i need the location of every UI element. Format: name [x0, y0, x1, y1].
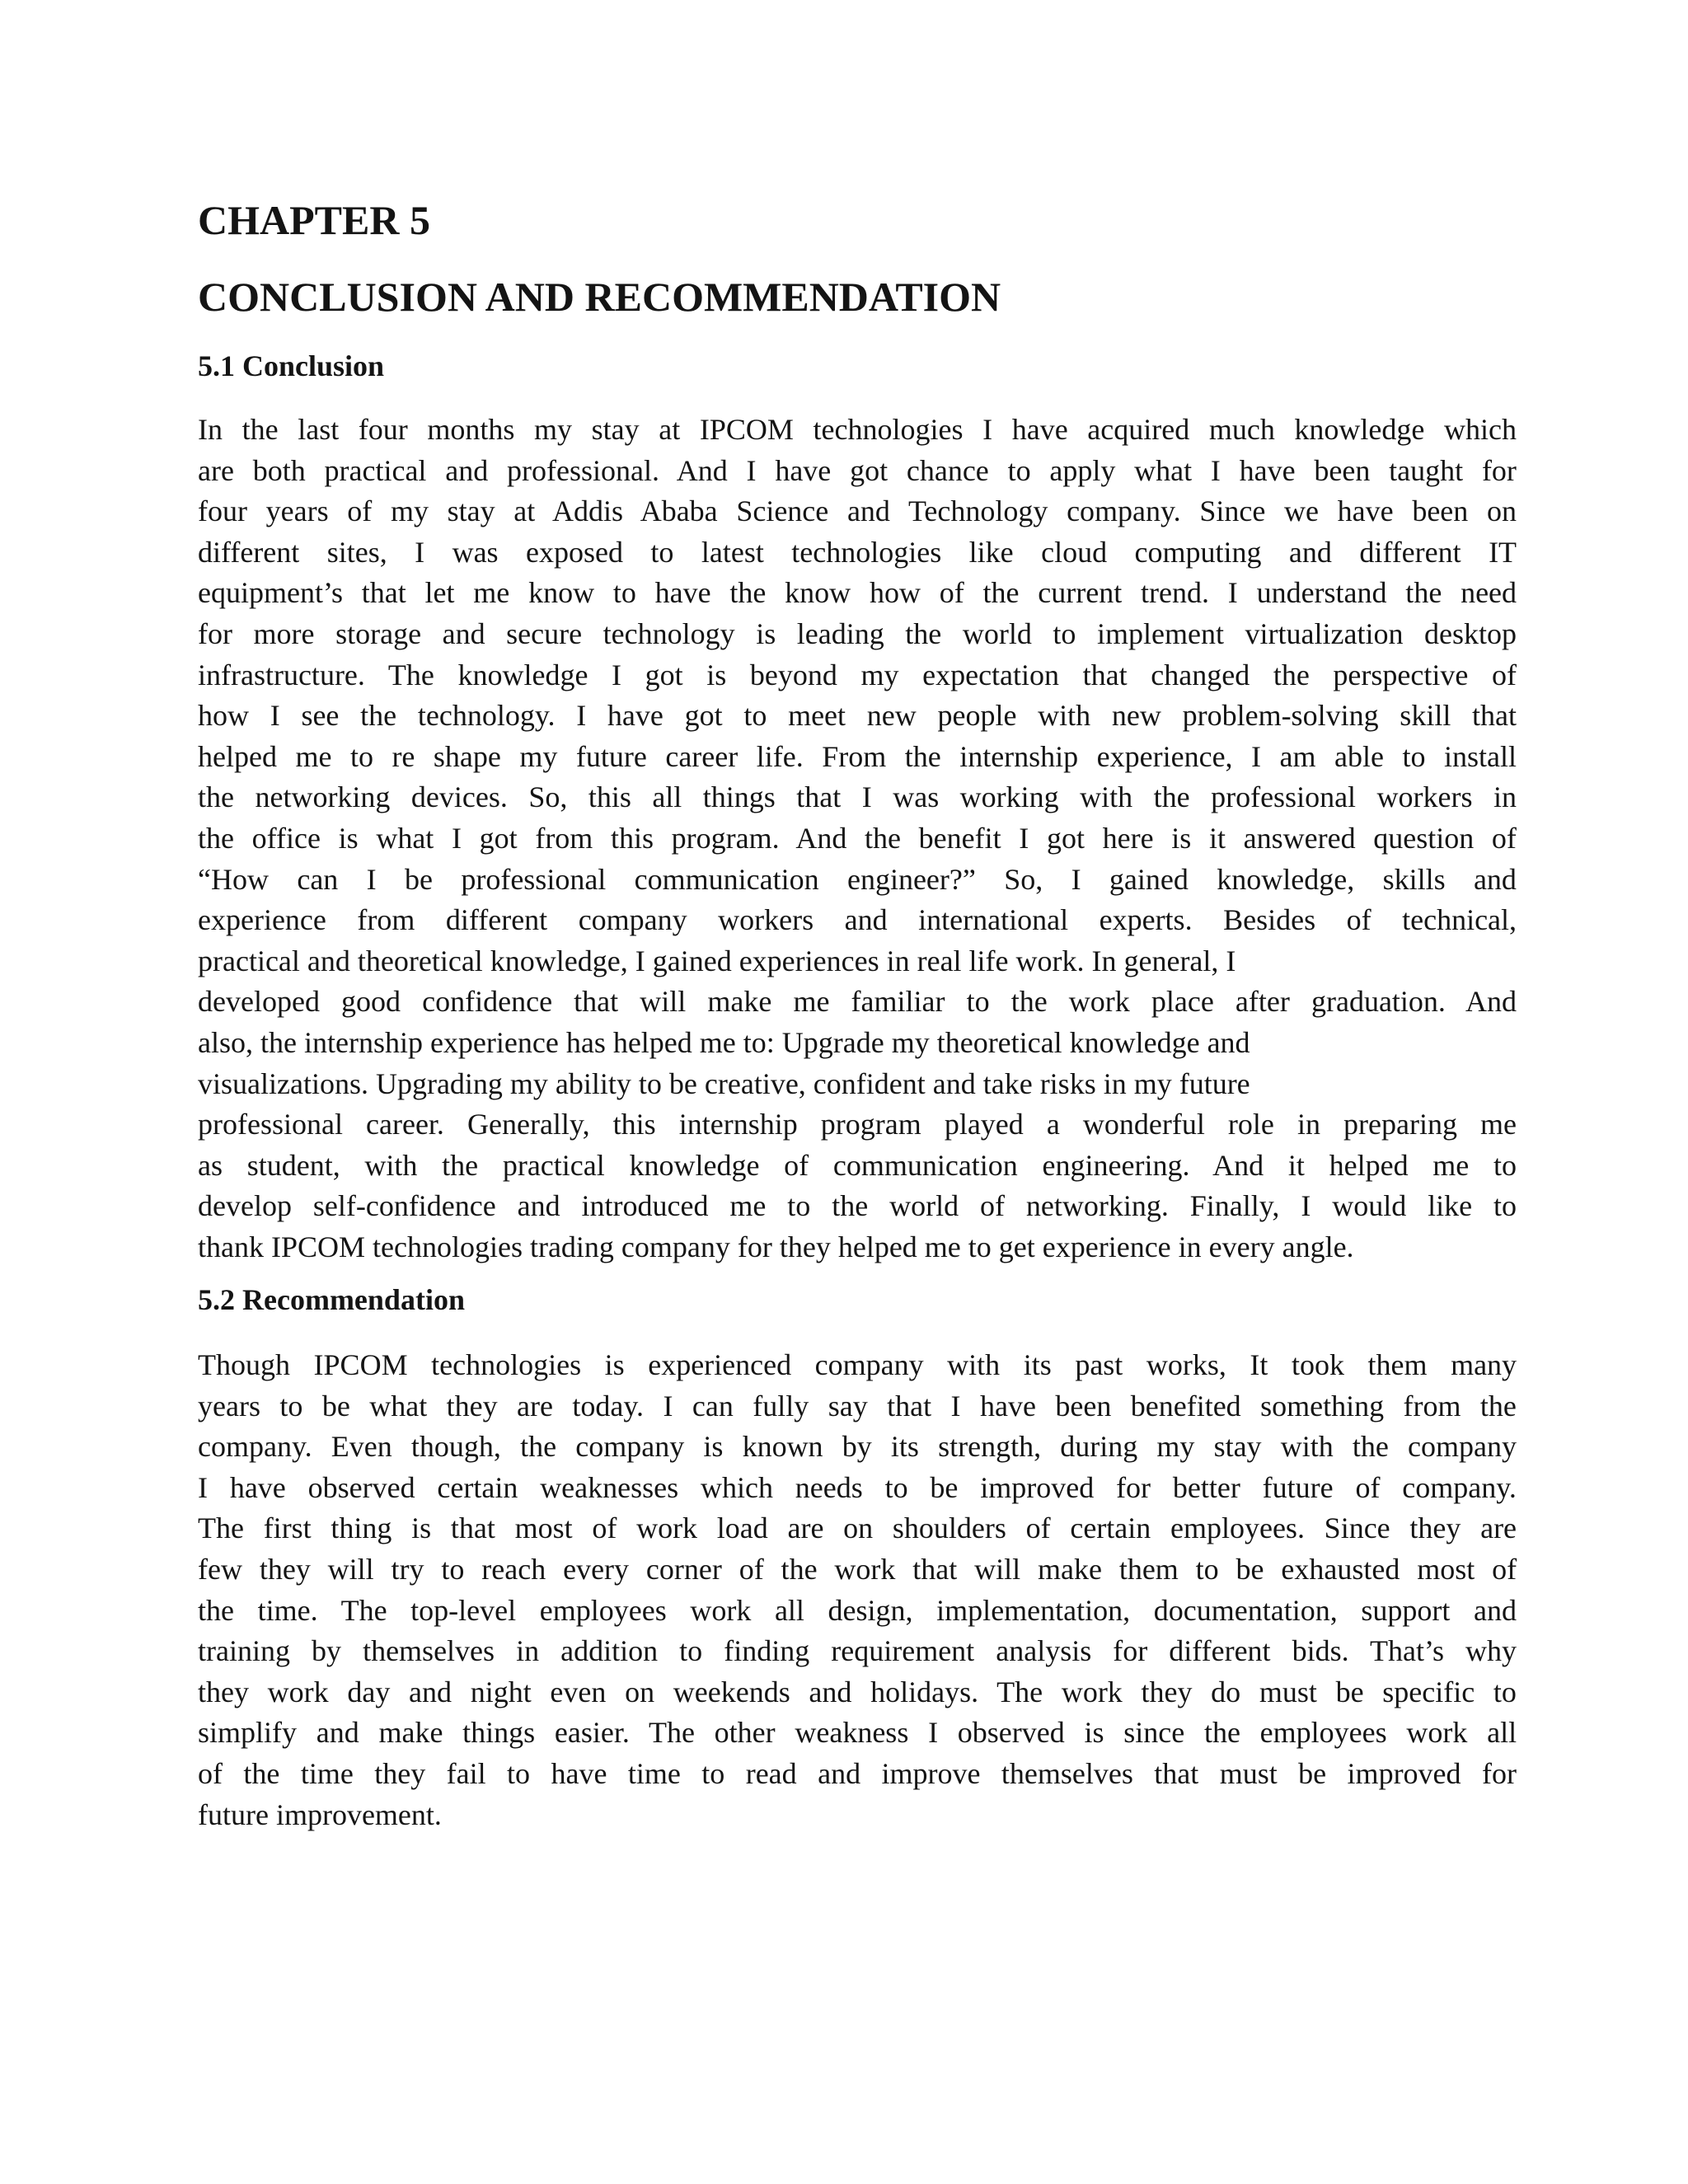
- paragraph-line: also, the internship experience has helped me to: Upgrade my theoretical knowledge and: [198, 1025, 1250, 1059]
- paragraph-line: I have observed certain weaknesses which needs to be improved for better future of company.: [198, 1470, 1517, 1504]
- paragraph-line: four years of my stay at Addis Ababa Science and Technology company. Since we have been on: [198, 494, 1517, 528]
- paragraph-line: for more storage and secure technology is leading the world to implement virtualization desktop: [198, 616, 1517, 650]
- section-heading-conclusion: 5.1 Conclusion: [198, 349, 385, 382]
- section-heading-recommendation: 5.2 Recommendation: [198, 1283, 465, 1316]
- paragraph-line: years to be what they are today. I can fully say that I have been benefited something from the: [198, 1389, 1517, 1422]
- paragraph-line: develop self-confidence and introduced me to the world of networking. Finally, I would like to: [198, 1189, 1517, 1223]
- paragraph-line: thank IPCOM technologies trading company for they helped me to get experience in every angle.: [198, 1230, 1354, 1263]
- conclusion-paragraph: [198, 410, 1517, 1268]
- paragraph-line: as student, with the practical knowledge of communication engineering. And it helped me to: [198, 1148, 1517, 1182]
- paragraph-line: The first thing is that most of work load are on shoulders of certain employees. Since they are: [198, 1511, 1517, 1545]
- paragraph-line: experience from different company workers and international experts. Besides of technical,: [198, 903, 1517, 937]
- paragraph-line: few they will try to reach every corner of the work that will make them to be exhausted most of: [198, 1552, 1517, 1586]
- paragraph-line: the networking devices. So, this all things that I was working with the professional workers in: [198, 780, 1517, 814]
- paragraph-line: how I see the technology. I have got to meet new people with new problem-solving skill that: [198, 699, 1517, 733]
- paragraph-line: “How can I be professional communication engineer?” So, I gained knowledge, skills and: [198, 862, 1517, 896]
- chapter-title: CONCLUSION AND RECOMMENDATION: [198, 274, 1001, 320]
- paragraph-line: equipment’s that let me know to have the know how of the current trend. I understand the need: [198, 576, 1517, 610]
- paragraph-line: are both practical and professional. And I have got chance to apply what I have been taught for: [198, 453, 1517, 487]
- paragraph-line: they work day and night even on weekends and holidays. The work they do must be specific to: [198, 1675, 1517, 1708]
- paragraph-line: Though IPCOM technologies is experienced company with its past works, It took them many: [198, 1348, 1517, 1381]
- paragraph-line: future improvement.: [198, 1797, 442, 1831]
- paragraph-line: visualizations. Upgrading my ability to be creative, confident and take risks in my future: [198, 1066, 1250, 1100]
- paragraph-line: In the last four months my stay at IPCOM technologies I have acquired much knowledge which: [198, 413, 1517, 446]
- paragraph-line: training by themselves in addition to finding requirement analysis for different bids. That’s why: [198, 1634, 1517, 1668]
- paragraph-line: the office is what I got from this program. And the benefit I got here is it answered question of: [198, 821, 1517, 855]
- paragraph-line: helped me to re shape my future career life. From the internship experience, I am able to install: [198, 739, 1517, 773]
- paragraph-line: simplify and make things easier. The other weakness I observed is since the employees work all: [198, 1716, 1517, 1750]
- paragraph-line: developed good confidence that will make me familiar to the work place after graduation. And: [198, 985, 1517, 1019]
- paragraph-line: practical and theoretical knowledge, I gained experiences in real life work. In general, I: [198, 944, 1236, 977]
- paragraph-line: of the time they fail to have time to read and improve themselves that must be improved for: [198, 1756, 1517, 1790]
- paragraph-line: company. Even though, the company is known by its strength, during my stay with the company: [198, 1430, 1517, 1464]
- paragraph-line: the time. The top-level employees work all design, implementation, documentation, support and: [198, 1593, 1517, 1627]
- recommendation-paragraph: [198, 1345, 1517, 1835]
- paragraph-line: infrastructure. The knowledge I got is beyond my expectation that changed the perspective of: [198, 658, 1517, 691]
- paragraph-line: different sites, I was exposed to latest technologies like cloud computing and different IT: [198, 535, 1517, 569]
- paragraph-line: professional career. Generally, this internship program played a wonderful role in preparing me: [198, 1108, 1517, 1141]
- chapter-number: CHAPTER 5: [198, 197, 430, 243]
